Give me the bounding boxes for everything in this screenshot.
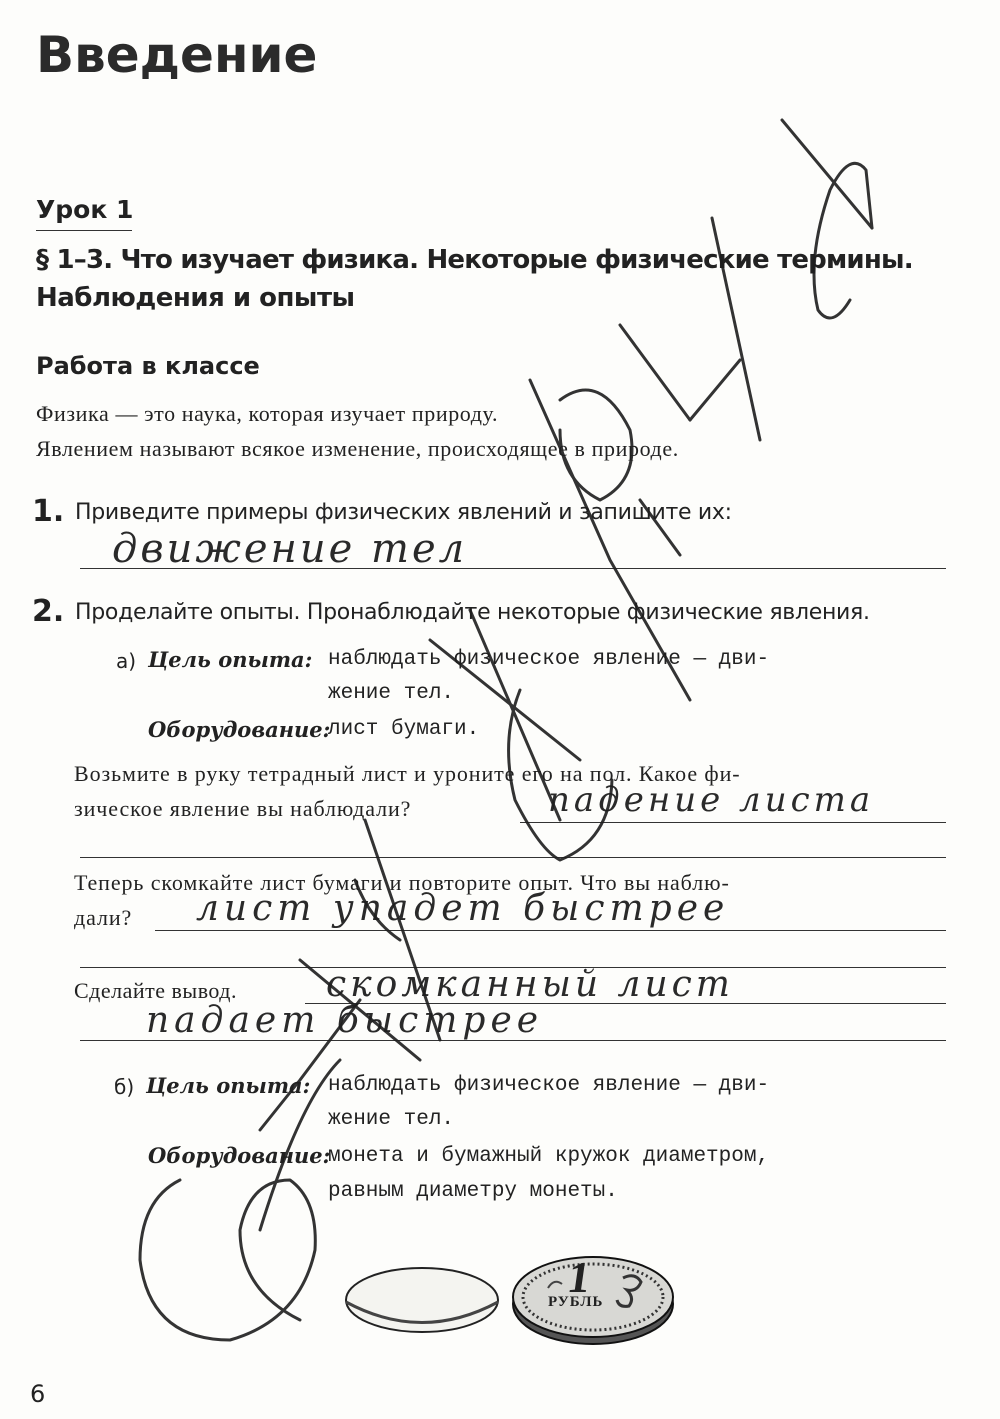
task2-number: 2.: [32, 594, 65, 629]
part-a-answer1: падение листа: [548, 780, 875, 820]
lesson-label: Урок 1: [36, 195, 134, 224]
part-a-goal-label: Цель опыта:: [148, 647, 313, 672]
part-a-question1-line2: зическое явление вы наблюдали?: [74, 796, 412, 821]
part-a-equipment-label: Оборудование:: [148, 717, 331, 742]
part-b-goal-line1: наблюдать физическое явление — дви-: [328, 1074, 770, 1097]
coin-numeral: 1: [564, 1253, 594, 1302]
part-a-goal-line1: наблюдать физическое явление — дви-: [328, 648, 770, 671]
part-a-conclusion-line2-rule: [80, 1040, 946, 1041]
part-a-answer2: лист упадет быстрее: [196, 888, 730, 929]
part-b-equipment-line2: равным диаметру монеты.: [328, 1180, 618, 1203]
part-a-conclusion-line2: падает быстрее: [146, 1000, 544, 1041]
part-a-answer1-line2: [80, 857, 946, 858]
task1-text: Приведите примеры физических явлений и запишите их:: [75, 500, 732, 525]
definition-physics: Физика — это наука, которая изучает природу.: [36, 401, 499, 426]
chapter-title: Введение: [36, 26, 318, 84]
part-a-conclusion-label: Сделайте вывод.: [74, 978, 237, 1003]
part-a-marker: а): [116, 649, 137, 673]
task2-text: Проделайте опыты. Пронаблюдайте некоторые физические явления.: [75, 600, 870, 625]
part-a-question1-line1: Возьмите в руку тетрадный лист и уроните его на пол. Какое фи-: [74, 761, 741, 786]
classwork-heading: Работа в классе: [36, 352, 260, 380]
coin-word: РУБЛЬ: [548, 1294, 604, 1310]
task1-answer: движение тел: [112, 526, 468, 572]
part-a-conclusion-line1: скомканный лист: [326, 964, 734, 1005]
task1-number: 1.: [32, 494, 65, 529]
coin-illustration: [508, 1250, 678, 1350]
part-a-question2-line2: дали?: [74, 905, 133, 930]
part-a-goal-line2: жение тел.: [328, 682, 455, 705]
part-b-goal-label: Цель опыта:: [146, 1073, 311, 1098]
part-b-equipment-label: Оборудование:: [148, 1143, 331, 1168]
definition-phenomenon: Явлением называют всякое изменение, происходящее в природе.: [36, 436, 679, 461]
section-title-line1: § 1–3. Что изучает физика. Некоторые физические термины.: [36, 245, 913, 275]
section-title-line2: Наблюдения и опыты: [36, 283, 355, 313]
part-a-answer2-line1: [155, 930, 946, 931]
task1-answer-line: [80, 568, 946, 569]
part-a-equipment: лист бумаги.: [328, 718, 480, 741]
part-b-goal-line2: жение тел.: [328, 1108, 455, 1131]
part-b-equipment-line1: монета и бумажный кружок диаметром,: [328, 1145, 770, 1168]
page-number: 6: [30, 1380, 46, 1408]
part-a-question2-line1: Теперь скомкайте лист бумаги и повторите опыт. Что вы наблю-: [74, 870, 730, 895]
part-a-answer1-line1: [520, 822, 946, 823]
lesson-underline: [36, 230, 132, 231]
part-b-marker: б): [114, 1075, 135, 1099]
paper-disc-illustration: [340, 1255, 505, 1340]
